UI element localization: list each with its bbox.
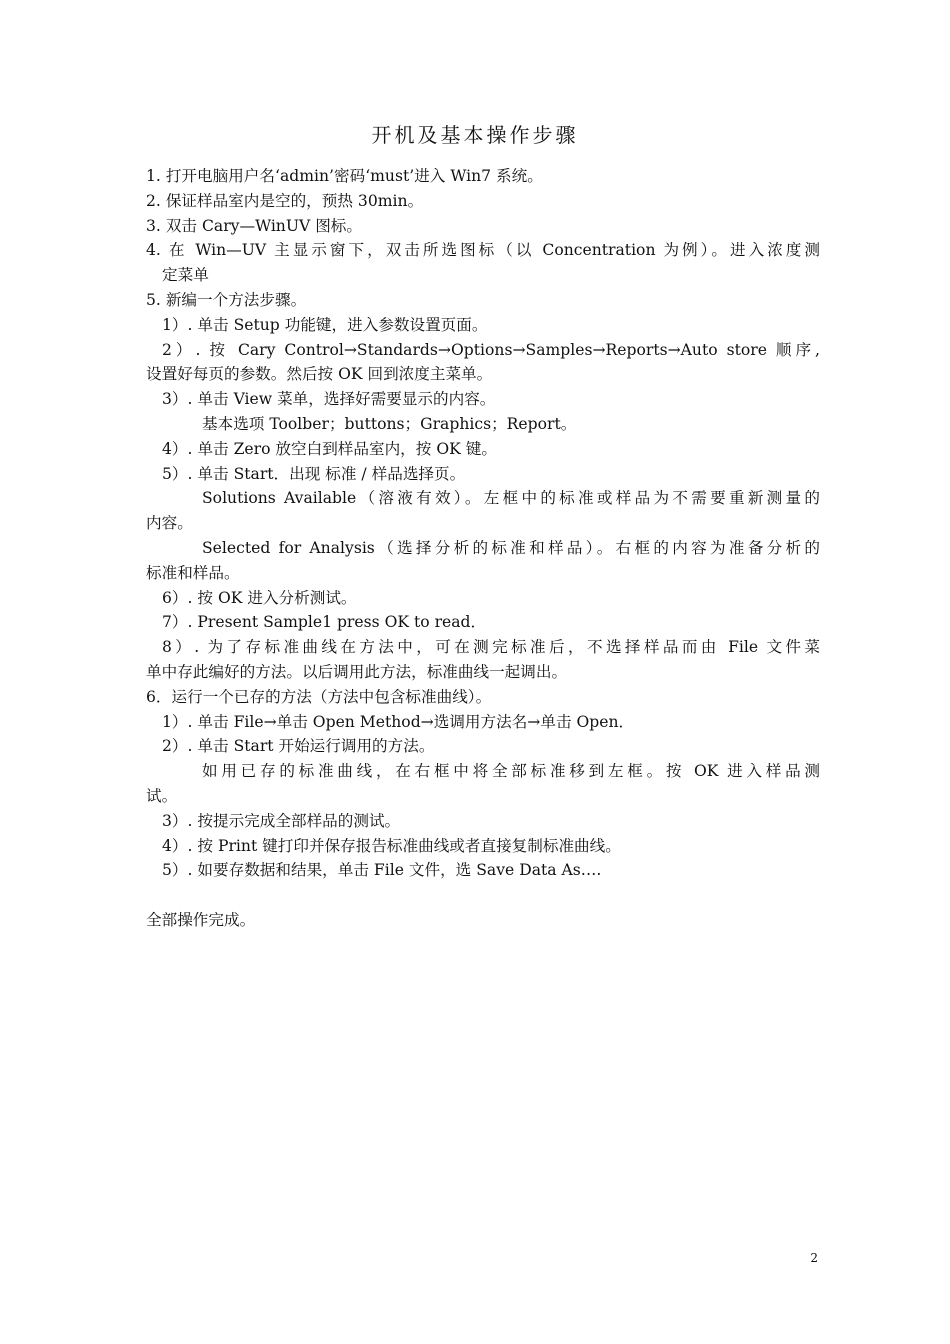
step-5-heading: 5. 新编一个方法步骤。 (146, 290, 307, 309)
substep-5-4: 4）. 单击 Zero 放空白到样品室内，按 OK 键。 (162, 439, 497, 458)
substep-6-1: 1）. 单击 File→单击 Open Method→选调用方法名→单击 Open． (162, 712, 635, 731)
substep-5-3-options: 基本选项 Toolber；buttons；Graphics；Report。 (202, 414, 577, 433)
substep-5-8-line-2: 单中存此编好的方法。以后调用此方法，标准曲线一起调出。 (146, 662, 568, 681)
substep-6-5: 5）. 如要存数据和结果，单击 File 文件，选 Save Data As…. (162, 861, 602, 880)
step-6-heading: 6．运行一个已存的方法（方法中包含标准曲线）。 (146, 687, 492, 706)
step-4-text-line-1: 4. 在 Win—UV 主显示窗下，双击所选图标（以 Concentration 为例）。进入浓度测 (146, 241, 820, 260)
blank-line (146, 883, 820, 908)
substep-6-4: 4）. 按 Print 键打印并保存报告标准曲线或者直接复制标准曲线。 (162, 836, 621, 855)
substep-5-1: 1）. 单击 Setup 功能键，进入参数设置页面。 (162, 315, 488, 334)
substep-5-3: 3）. 单击 View 菜单，选择好需要显示的内容。 (162, 390, 496, 409)
step-2-text: 2. 保证样品室内是空的，预热 30min。 (146, 191, 424, 210)
substep-5-5-note-1-line-1: Solutions Available（溶液有效）。左框中的标准或样品为不需要重新测量的 (202, 489, 820, 508)
substep-5-5-note-1-line-2: 内容。 (146, 514, 193, 533)
substep-5-5-note-2-line-2: 标准和样品。 (146, 563, 240, 582)
substep-5-7: 7）. Present Sample1 press OK to read． (162, 613, 487, 632)
substep-6-3: 3）. 按提示完成全部样品的测试。 (162, 811, 401, 830)
substep-6-2-note-line-1: 如用已存的标准曲线，在右框中将全部标准移到左框。按 OK 进入样品测 (202, 762, 820, 781)
substep-5-2-line-2: 设置好每页的参数。然后按 OK 回到浓度主菜单。 (146, 365, 493, 384)
closing-text: 全部操作完成。 (146, 910, 256, 929)
substep-6-2: 2）. 单击 Start 开始运行调用的方法。 (162, 737, 435, 756)
step-1-text: 1. 打开电脑用户名‘admin’密码‘must’进入 Win7 系统。 (146, 167, 543, 185)
substep-6-2-note-line-2: 试。 (146, 786, 178, 805)
substep-5-2-line-1: 2）. 按 Cary Control→Standards→Options→Samples→Reports→Auto store 顺序, (162, 340, 820, 359)
substep-5-8-line-1: 8）. 为了存标准曲线在方法中，可在测完标准后，不选择样品而由 File 文件菜 (162, 638, 820, 657)
step-4-text-line-2: 定菜单 (162, 266, 209, 285)
substep-5-6: 6）. 按 OK 进入分析测试。 (162, 588, 357, 607)
document-title: 开机及基本操作步骤 (371, 123, 579, 147)
step-3-text: 3. 双击 Cary—WinUV 图标。 (146, 216, 362, 235)
document-body (146, 164, 820, 933)
substep-5-5-note-2-line-1: Selected for Analysis（选择分析的标准和样品）。右框的内容为准备分析的 (202, 538, 820, 557)
substep-5-5: 5）. 单击 Start．出现 标准 / 样品选择页。 (162, 464, 466, 483)
page-number: 2 (810, 1251, 818, 1265)
